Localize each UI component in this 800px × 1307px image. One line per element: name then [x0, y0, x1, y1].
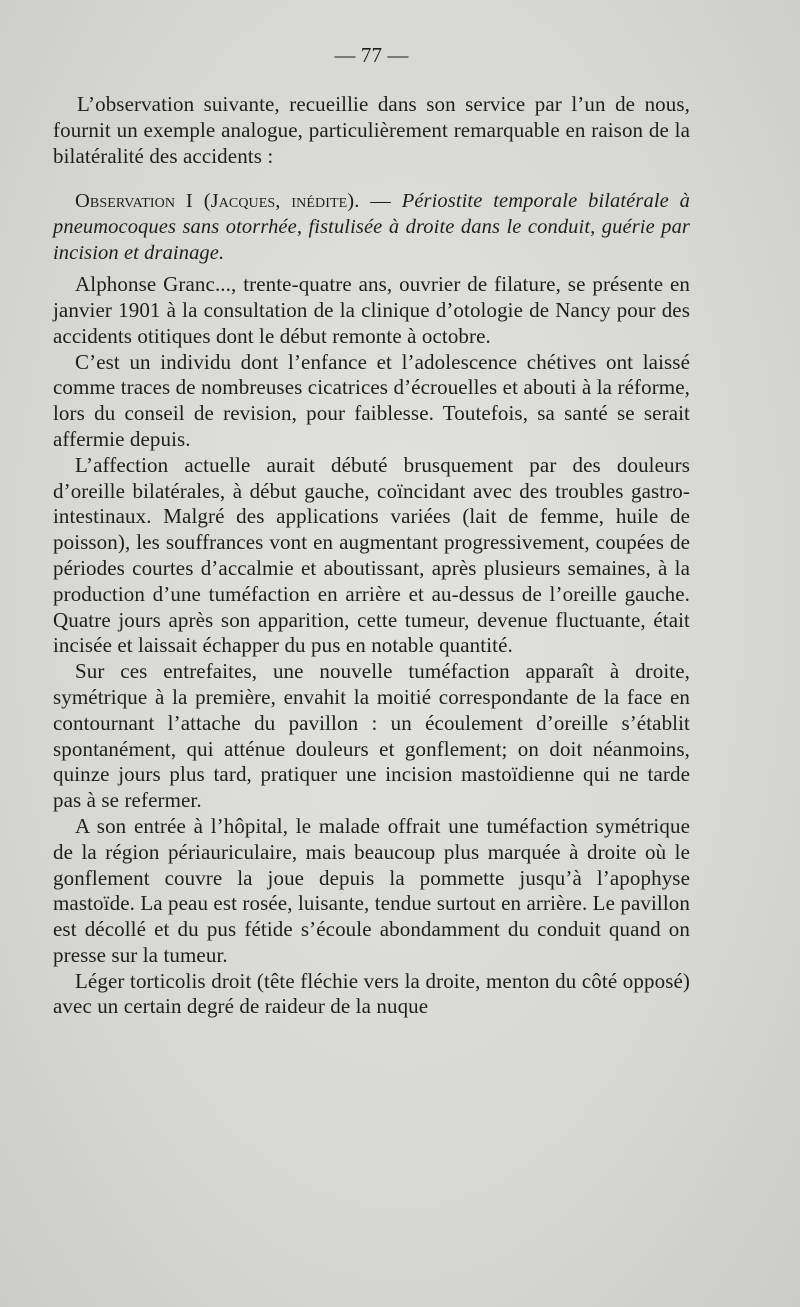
body-paragraph-5: A son entrée à l’hôpital, le malade offrait une tuméfaction symétrique de la région périauriculaire, mais beaucoup plus marquée à droite où le gonflement couvre la joue depuis la pommette jusqu’à l’apophyse mastoïde. La peau est rosée, luisante, tendue surtout en arrière. Le pavillon est décollé et du pus fétide s’écoule abondamment du conduit quand on presse sur la tumeur.	[53, 813, 690, 967]
body-paragraph-1: Alphonse Granc..., trente-quatre ans, ouvrier de filature, se présente en janvier 1901 à la consultation de la clinique d’otologie de Nancy pour des accidents otitiques dont le début remonte à octobre.	[53, 272, 690, 348]
body-paragraph-3: L’affection actuelle aurait débuté brusquement par des douleurs d’oreille bilatérales, à début gauche, coïncidant avec des troubles gastro-intestinaux. Malgré des applications variées (lait de femme, huile de poisson), les souffrances vont en augmentant progressivement, coupées de périodes courtes d’accalmie et aboutissant, après plusieurs semaines, à la production d’une tuméfaction en arrière et au-dessus de l’oreille gauche. Quatre jours après son apparition, cette tumeur, devenue fluctuante, était incisée et laissait échapper du pus en notable quantité.	[53, 452, 690, 658]
body-paragraph-4: Sur ces entrefaites, une nouvelle tuméfaction apparaît à droite, symétrique à la première, envahit la moitié correspondante de la face en contournant l’attache du pavillon : un écoulement d’oreille s’établit spontanément, qui atténue douleurs et gonflement; on doit néanmoins, quinze jours plus tard, pratiquer une incision mastoïdienne qui ne tarde pas à se refermer.	[53, 659, 690, 813]
body-paragraph-2: C’est un individu dont l’enfance et l’adolescence chétives ont laissé comme traces de nombreuses cicatrices d’écrouelles et abouti à la réforme, lors du conseil de revision, pour faiblesse. Toutefois, sa santé se serait affermie depuis.	[53, 349, 690, 451]
intro-paragraph: L’observation suivante, recueillie dans son service par l’un de nous, fournit un exemple analogue, particulièrement remarquable en raison de la bilatéralité des accidents :	[53, 92, 690, 168]
text-column	[53, 42, 690, 1020]
observation-heading-block	[53, 189, 690, 266]
page-number: — 77 —	[334, 43, 409, 67]
body-paragraph-6: Léger torticolis droit (tête fléchie vers la droite, menton du côté opposé) avec un certain degré de raideur de la nuque	[53, 968, 690, 1019]
observation-title: Périostite temporale bilatérale à pneumocoques sans otorrhée, fistulisée à droite dans le conduit, guérie par incision et drainage.	[53, 190, 690, 264]
observation-heading: Observation I (Jacques, inédite).	[75, 190, 360, 213]
observation-dash: —	[359, 190, 402, 213]
